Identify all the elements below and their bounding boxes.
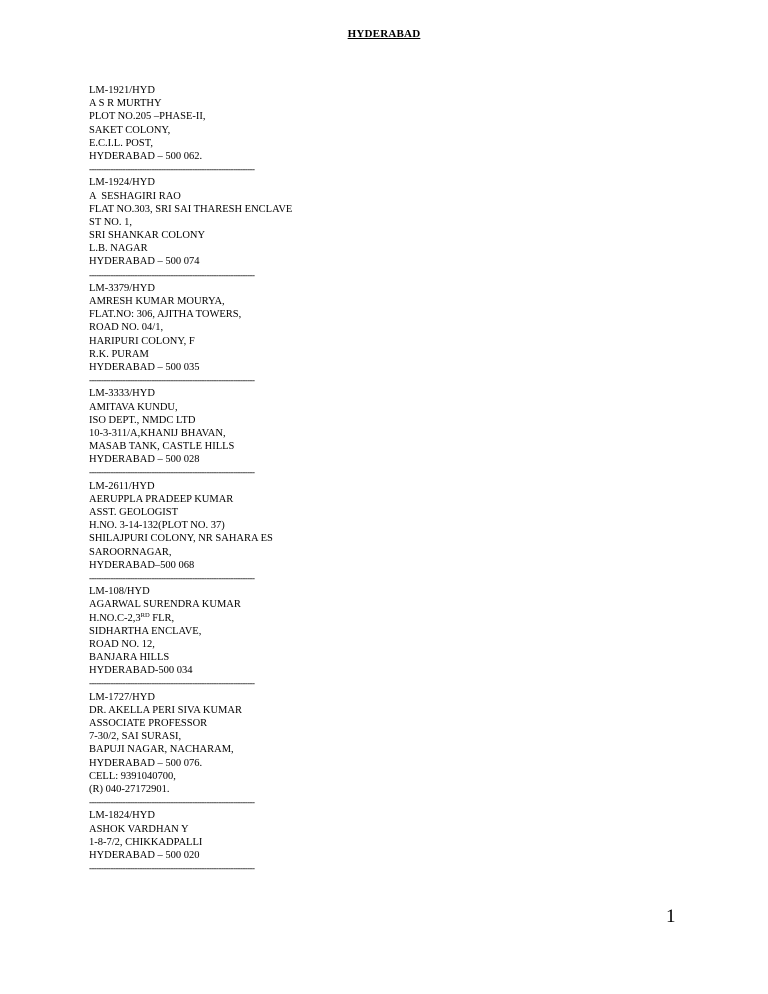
address-line: HYDERABAD – 500 074 — [89, 256, 200, 268]
address-entry — [89, 387, 329, 479]
address-line: H.NO.C-2,3RD FLR, — [89, 611, 175, 624]
separator-line: --------------------------------------------------------------------- — [89, 467, 255, 478]
address-entry — [89, 84, 329, 176]
address-line: BANJARA HILLS — [89, 652, 170, 664]
member-name: AGARWAL SURENDRA KUMAR — [89, 599, 241, 611]
separator-line: --------------------------------------------------------------------- — [89, 863, 255, 874]
page-number: 1 — [666, 906, 676, 927]
ordinal-superscript: RD — [140, 611, 150, 619]
address-entry — [89, 480, 329, 586]
address-line: CELL: 9391040700, — [89, 770, 176, 782]
member-id: LM-2611/HYD — [89, 480, 155, 492]
address-line: L.B. NAGAR — [89, 243, 148, 255]
member-id: LM-108/HYD — [89, 586, 150, 598]
address-line: E.C.I.L. POST, — [89, 137, 153, 149]
address-line: FLAT NO.303, SRI SAI THARESH ENCLAVE — [89, 203, 293, 215]
address-line: SHILAJPURI COLONY, NR SAHARA ES — [89, 533, 273, 545]
address-line: 10-3-311/A,KHANIJ BHAVAN, — [89, 427, 226, 439]
address-line: SAKET COLONY, — [89, 124, 171, 136]
address-line: 7-30/2, SAI SURASI, — [89, 731, 182, 743]
separator-line: --------------------------------------------------------------------- — [89, 797, 255, 808]
address-line: BAPUJI NAGAR, NACHARAM, — [89, 744, 234, 756]
address-line: H.NO. 3-14-132(PLOT NO. 37) — [89, 520, 225, 532]
address-line: ROAD NO. 12, — [89, 638, 155, 650]
member-id: LM-1727/HYD — [89, 691, 155, 703]
address-line: ST NO. 1, — [89, 216, 132, 228]
member-name: AERUPPLA PRADEEP KUMAR — [89, 493, 234, 505]
address-line: HYDERABAD – 500 028 — [89, 454, 200, 466]
address-line: HYDERABAD-500 034 — [89, 665, 193, 677]
member-id: LM-3333/HYD — [89, 388, 155, 400]
address-line: SRI SHANKAR COLONY — [89, 230, 206, 242]
address-line: (R) 040-27172901. — [89, 783, 170, 795]
address-line: SAROORNAGAR, — [89, 546, 172, 558]
member-name: ASHOK VARDHAN Y — [89, 823, 189, 835]
address-line: HYDERABAD – 500 076. — [89, 757, 203, 769]
separator-line: --------------------------------------------------------------------- — [89, 269, 255, 280]
address-line: HYDERABAD – 500 035 — [89, 361, 200, 373]
separator-line: --------------------------------------------------------------------- — [89, 164, 255, 175]
address-line: FLAT.NO: 306, AJITHA TOWERS, — [89, 309, 242, 321]
address-entry — [89, 809, 329, 875]
member-id: LM-1824/HYD — [89, 810, 155, 822]
separator-line: --------------------------------------------------------------------- — [89, 375, 255, 386]
address-line: HARIPURI COLONY, F — [89, 335, 195, 347]
address-line: R.K. PURAM — [89, 348, 149, 360]
member-id: LM-1924/HYD — [89, 177, 155, 189]
address-line: ISO DEPT., NMDC LTD — [89, 414, 196, 426]
address-line: SIDHARTHA ENCLAVE, — [89, 625, 202, 637]
member-address-list — [89, 84, 329, 875]
address-line: ROAD NO. 04/1, — [89, 322, 164, 334]
address-line: PLOT NO.205 –PHASE-II, — [89, 111, 206, 123]
page-title: HYDERABAD — [347, 28, 421, 40]
member-name: A SESHAGIRI RAO — [89, 190, 181, 202]
address-line: HYDERABAD – 500 062. — [89, 150, 203, 162]
member-name: A S R MURTHY — [89, 98, 162, 110]
member-name: DR. AKELLA PERI SIVA KUMAR — [89, 704, 242, 716]
member-id: LM-1921/HYD — [89, 85, 155, 96]
address-line: 1-8-7/2, CHIKKADPALLI — [89, 836, 203, 848]
address-entry — [89, 585, 329, 691]
member-name: AMRESH KUMAR MOURYA, — [89, 296, 225, 307]
address-entry — [89, 176, 329, 282]
address-line: MASAB TANK, CASTLE HILLS — [89, 441, 235, 453]
member-name: AMITAVA KUNDU, — [89, 401, 178, 413]
member-id: LM-3379/HYD — [89, 282, 155, 294]
separator-line: --------------------------------------------------------------------- — [89, 572, 255, 583]
address-entry — [89, 691, 329, 810]
address-line: ASSOCIATE PROFESSOR — [89, 718, 208, 729]
address-entry — [89, 282, 329, 388]
address-line: HYDERABAD–500 068 — [89, 559, 195, 571]
address-line: ASST. GEOLOGIST — [89, 507, 179, 518]
address-line: HYDERABAD – 500 020 — [89, 849, 200, 861]
separator-line: --------------------------------------------------------------------- — [89, 678, 255, 689]
